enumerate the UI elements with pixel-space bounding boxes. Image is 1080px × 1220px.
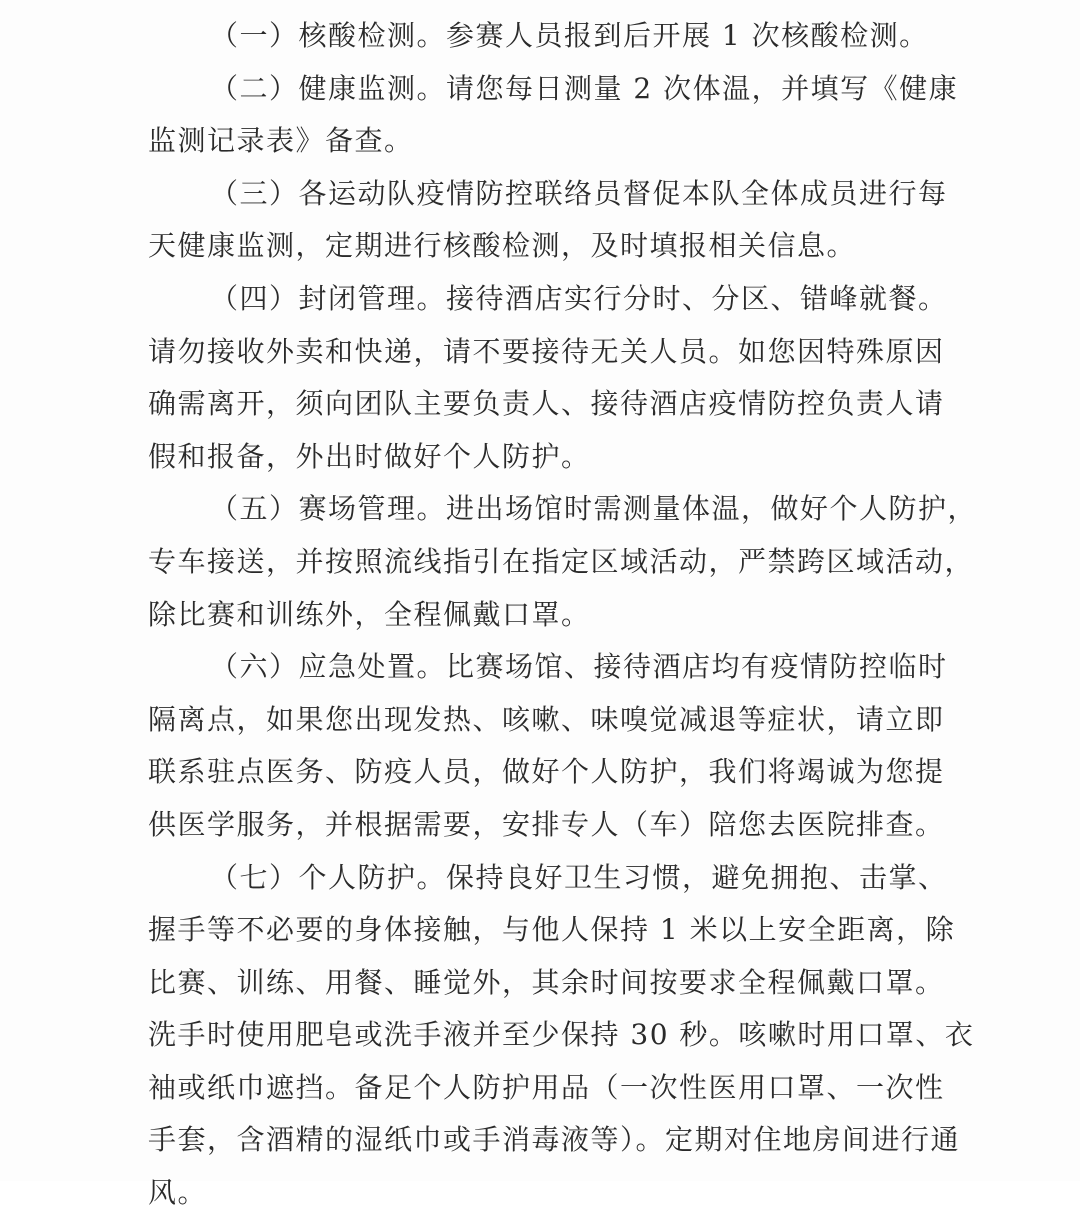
text-line: 天健康监测，定期进行核酸检测，及时填报相关信息。 (148, 229, 857, 263)
text-line: 风。 (148, 1176, 208, 1210)
text-line: （五）赛场管理。进出场馆时需测量体温，做好个人防护， (210, 492, 978, 526)
text-line: （二）健康监测。请您每日测量 2 次体温，并填写《健康 (210, 71, 959, 105)
text-line: 比赛、训练、用餐、睡觉外，其余时间按要求全程佩戴口罩。 (148, 965, 945, 999)
text-line: 联系驻点医务、防疫人员，做好个人防护，我们将竭诚为您提 (148, 755, 945, 789)
text-line: 请勿接收外卖和快递，请不要接待无关人员。如您因特殊原因 (148, 334, 945, 368)
text-line: （三）各运动队疫情防控联络员督促本队全体成员进行每 (210, 176, 948, 210)
text-line: （六）应急处置。比赛场馆、接待酒店均有疫情防控临时 (210, 650, 948, 684)
text-line: （一）核酸检测。参赛人员报到后开展 1 次核酸检测。 (210, 19, 929, 52)
text-line: 监测记录表》备查。 (148, 124, 414, 158)
text-line: 隔离点，如果您出现发热、咳嗽、味嗅觉减退等症状，请立即 (148, 702, 945, 736)
text-line: 供医学服务，并根据需要，安排专人（车）陪您去医院排查。 (148, 807, 945, 841)
document-body (148, 10, 978, 1220)
text-line: 确需离开，须向团队主要负责人、接待酒店疫情防控负责人请 (148, 387, 945, 421)
text-line: 袖或纸巾遮挡。备足个人防护用品（一次性医用口罩、一次性 (148, 1070, 945, 1104)
text-line: （四）封闭管理。接待酒店实行分时、分区、错峰就餐。 (210, 281, 948, 315)
text-line: 洗手时使用肥皂或洗手液并至少保持 30 秒。咳嗽时用口罩、衣 (148, 1018, 975, 1052)
text-line: 手套，含酒精的湿纸巾或手消毒液等）。定期对住地房间进行通 (148, 1123, 961, 1157)
text-line: 假和报备，外出时做好个人防护。 (148, 439, 591, 473)
text-line: 握手等不必要的身体接触，与他人保持 1 米以上安全距离，除 (148, 913, 956, 947)
text-line: 专车接送，并按照流线指引在指定区域活动，严禁跨区域活动， (148, 544, 975, 578)
text-line: （七）个人防护。保持良好卫生习惯，避免拥抱、击掌、 (210, 860, 948, 894)
text-line: 除比赛和训练外，全程佩戴口罩。 (148, 597, 591, 631)
